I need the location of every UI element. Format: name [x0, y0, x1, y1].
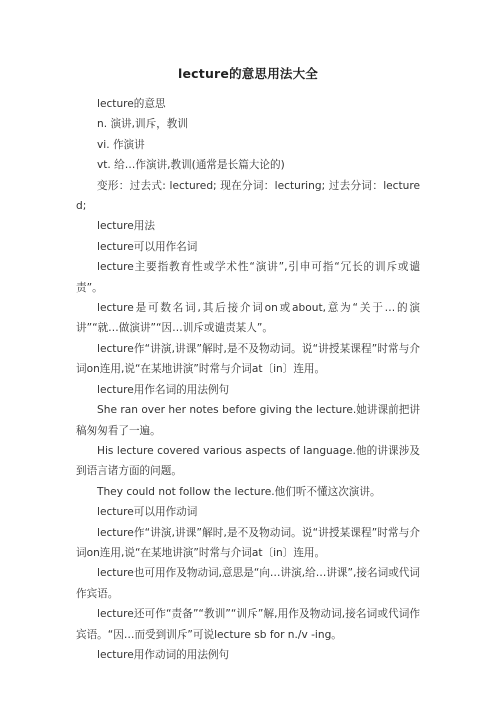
paragraph: vt. 给…作演讲,教训(通常是长篇大论的) [97, 159, 285, 172]
paragraph: lecture是可数名词,其后接介词on或about,意为“关于…的演讲”“就…做演讲”“因…训斥或谴责某人”。 [76, 302, 420, 335]
paragraph: lecture的意思 [97, 98, 166, 110]
document-title: lecture的意思用法大全 [178, 66, 318, 81]
paragraph: His lecture covered various aspects of language.他的讲课涉及到语言诸方面的问题。 [76, 444, 420, 478]
paragraph: lecture用法 [97, 220, 155, 233]
paragraph: lecture主要指教育性或学术性“演讲”,引申可指“冗长的训斥或谴责”。 [76, 261, 420, 294]
paragraph: 变形：过去式: lectured; 现在分词：lecturing; 过去分词：lectured; [76, 179, 420, 213]
paragraph: lecture可以用作动词 [97, 506, 198, 519]
paragraph: lecture用作动词的用法例句 [97, 648, 230, 661]
paragraph: She ran over her notes before giving the lecture.她讲课前把讲稿匆匆看了一遍。 [76, 404, 420, 437]
paragraph: They could not follow the lecture.他们听不懂这次演讲。 [97, 485, 381, 498]
paragraph: lecture作“讲演,讲课”解时,是不及物动词。说“讲授某课程”时常与介词on连用,说“在某地讲演”时常与介词at〔in〕连用。 [76, 342, 420, 376]
paragraph: lecture可以用作名词 [97, 240, 198, 253]
paragraph: lecture还可作“责备”“教训”“训斥”解,用作及物动词,接名词或代词作宾语。“因…而受到训斥”可说lecture sb for n./v -ing。 [76, 608, 420, 641]
paragraph: lecture作“讲演,讲课”解时,是不及物动词。说“讲授某课程”时常与介词on连用,说“在某地讲演”时常与介词at〔in〕连用。 [76, 526, 420, 559]
paragraph: n. 演讲,训斥，教训 [97, 118, 188, 131]
paragraph: lecture用作名词的用法例句 [97, 383, 230, 396]
document-body [76, 94, 420, 665]
paragraph: vi. 作演讲 [97, 138, 145, 151]
paragraph: lecture也可用作及物动词,意思是“向…讲演,给…讲课”,接名词或代词作宾语。 [76, 567, 420, 600]
